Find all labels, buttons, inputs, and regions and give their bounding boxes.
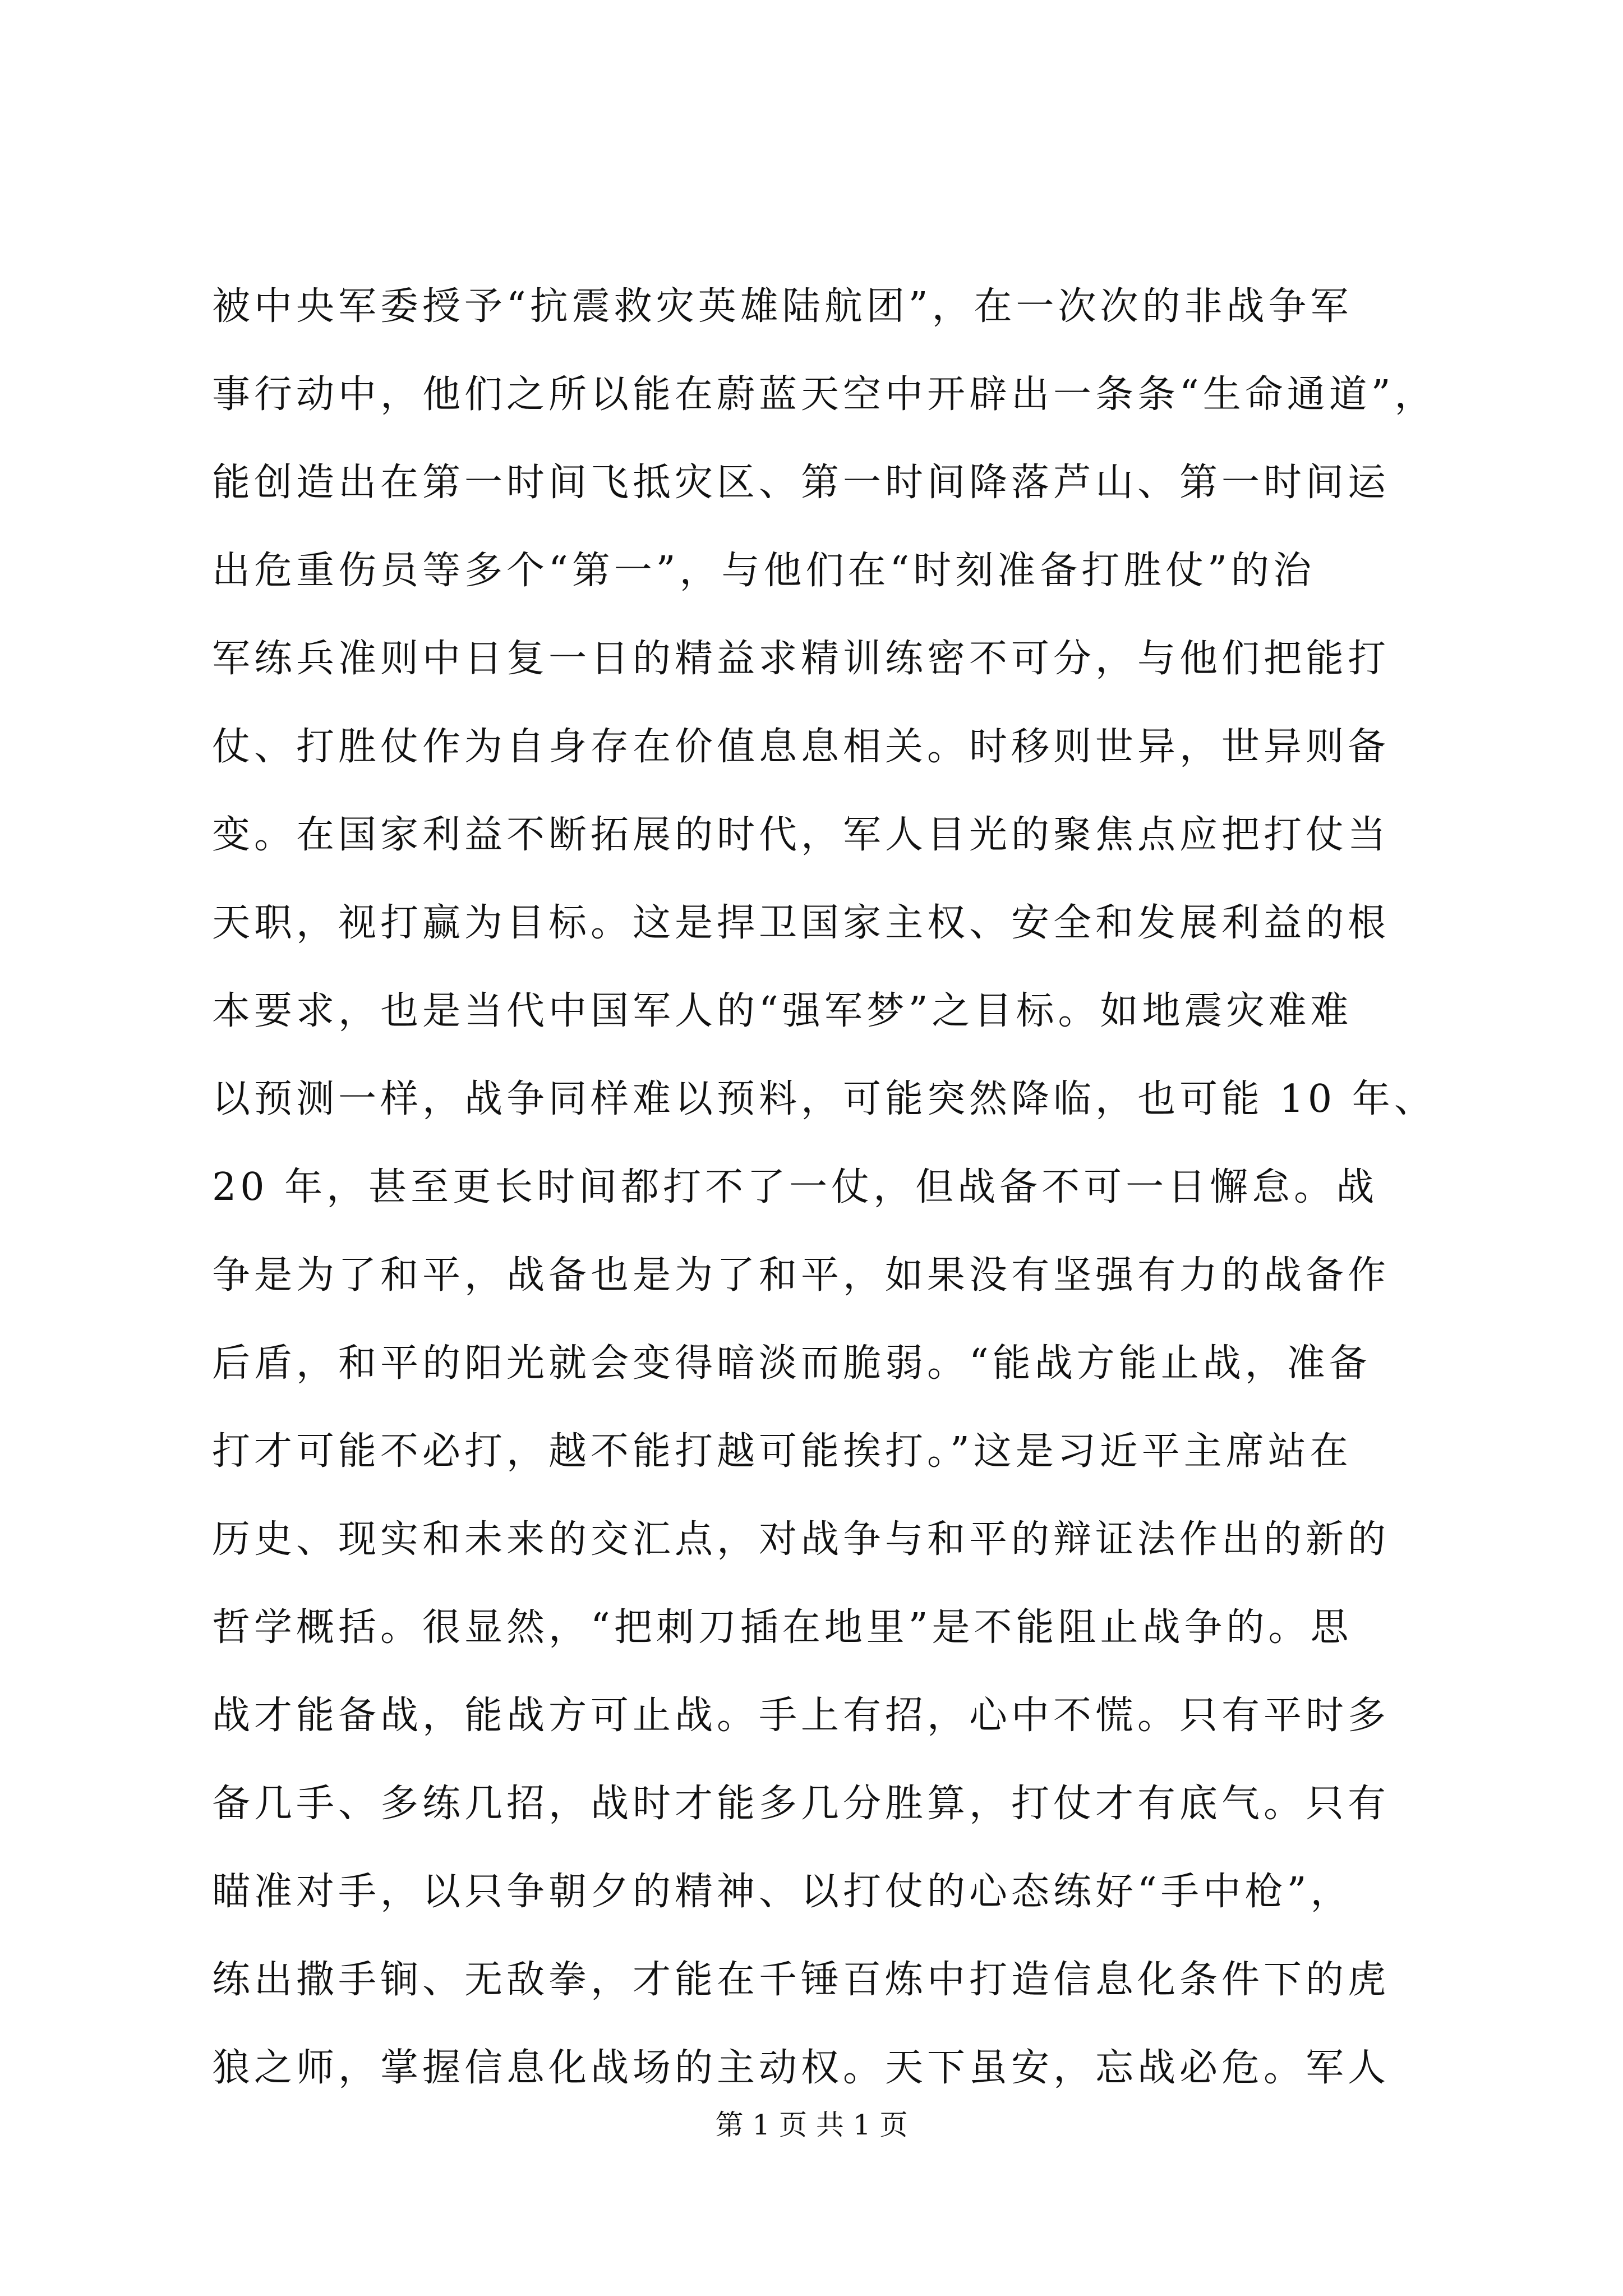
text-line-18: 备几手、多练几招，战时才能多几分胜算，打仗才有底气。只有 xyxy=(212,1782,1390,1826)
text-line-7: 变。在国家利益不断拓展的时代，军人目光的聚焦点应把打仗当 xyxy=(212,813,1390,857)
text-line-21: 狼之师，掌握信息化战场的主动权。天下虽安，忘战必危。军人 xyxy=(212,2046,1390,2090)
text-line-14: 打才可能不必打，越不能打越可能挨打。”这是习近平主席站在 xyxy=(212,1429,1352,1474)
text-line-10: 以预测一样，战争同样难以预料，可能突然降临，也可能 10 年、 xyxy=(212,1077,1436,1121)
text-line-17: 战才能备战，能战方可止战。手上有招，心中不慌。只有平时多 xyxy=(212,1694,1390,1738)
text-line-5: 军练兵准则中日复一日的精益求精训练密不可分，与他们把能打 xyxy=(212,637,1390,681)
text-line-11: 20 年，甚至更长时间都打不了一仗，但战备不可一日懈怠。战 xyxy=(212,1165,1378,1209)
text-line-4: 出危重伤员等多个“第一”，与他们在“时刻准备打胜仗”的治 xyxy=(212,549,1316,593)
text-line-12: 争是为了和平，战备也是为了和平，如果没有坚强有力的战备作 xyxy=(212,1253,1390,1297)
text-line-16: 哲学概括。很显然，“把刺刀插在地里”是不能阻止战争的。思 xyxy=(212,1605,1353,1650)
text-line-2: 事行动中，他们之所以能在蔚蓝天空中开辟出一条条“生命通道”， xyxy=(212,372,1437,417)
text-line-20: 练出撒手锏、无敌拳，才能在千锤百炼中打造信息化条件下的虎 xyxy=(212,1958,1390,2002)
text-line-6: 仗、打胜仗作为自身存在价值息息相关。时移则世异，世异则备 xyxy=(212,725,1390,769)
text-line-13: 后盾，和平的阳光就会变得暗淡而脆弱。“能战方能止战，准备 xyxy=(212,1341,1371,1386)
text-line-8: 天职，视打赢为目标。这是捍卫国家主权、安全和发展利益的根 xyxy=(212,901,1390,945)
text-line-15: 历史、现实和未来的交汇点，对战争与和平的辩证法作出的新的 xyxy=(212,1517,1390,1562)
text-line-19: 瞄准对手，以只争朝夕的精神、以打仗的心态练好“手中枪”， xyxy=(212,1870,1353,1914)
text-line-3: 能创造出在第一时间飞抵灾区、第一时间降落芦山、第一时间运 xyxy=(212,461,1390,505)
page-number-footer: 第 1 页 共 1 页 xyxy=(715,2109,908,2141)
body-text xyxy=(212,263,1435,2112)
text-line-1: 被中央军委授予“抗震救灾英雄陆航团”，在一次次的非战争军 xyxy=(212,284,1353,329)
text-line-9: 本要求，也是当代中国军人的“强军梦”之目标。如地震灾难难 xyxy=(212,989,1353,1033)
